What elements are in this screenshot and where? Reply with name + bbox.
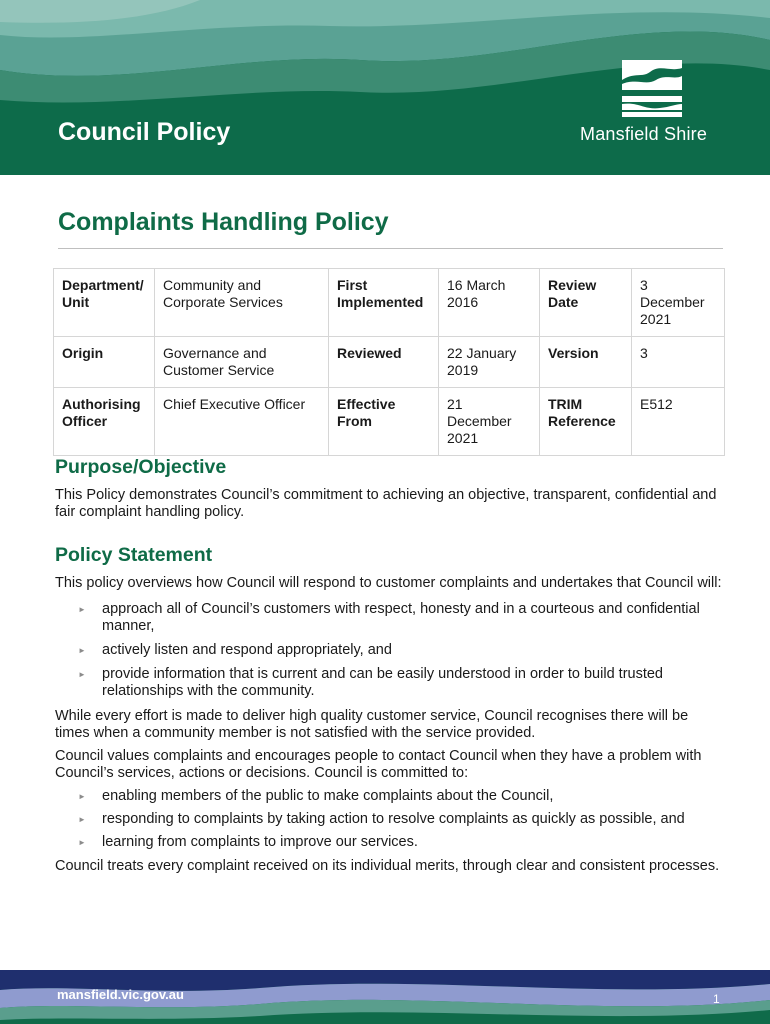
table-value-cell: 22 January 2019 — [439, 337, 540, 388]
table-label-cell: Department/ Unit — [54, 269, 155, 337]
list-item-text: responding to complaints by taking action to resolve complaints as quickly as possible, and — [102, 811, 685, 827]
table-label-cell: First Implemented — [329, 269, 439, 337]
mansfield-shire-logo[interactable] — [580, 58, 730, 148]
table-label-cell: Origin — [54, 337, 155, 388]
complaints-value-paragraph: Council values complaints and encourages people to contact Council when they have a problem with Council’s services, actions or decisions. Council is committed to: — [55, 748, 702, 781]
purpose-text: This Policy demonstrates Council’s commitment to achieving an objective, transparent, confidential and fair complaint handling policy. — [55, 487, 717, 520]
table-label-cell: Reviewed — [329, 337, 439, 388]
list-item — [55, 811, 725, 828]
commitments-list — [55, 601, 725, 700]
service-paragraph: While every effort is made to deliver high quality customer service, Council recognises there will be times when a community member is not satisfied with the service provided. — [55, 708, 689, 741]
table-value-cell: E512 — [632, 388, 725, 456]
purpose-heading: Purpose/Objective — [55, 456, 227, 478]
table-label-cell: Review Date — [540, 269, 632, 337]
table-label-cell: Authorising Officer — [54, 388, 155, 456]
list-item-text: learning from complaints to improve our services. — [102, 834, 418, 850]
table-value-cell: 3 December 2021 — [632, 269, 725, 337]
footer-banner — [0, 970, 770, 1024]
policy-statement-intro: This policy overviews how Council will respond to customer complaints and undertakes that Council will: — [55, 575, 722, 591]
table-label-cell: Version — [540, 337, 632, 388]
mansfield-shire-logo-icon — [620, 58, 684, 120]
logo-wordmark: Mansfield Shire — [580, 124, 708, 144]
header-banner — [0, 0, 770, 175]
table-row — [54, 388, 725, 456]
footer-website-link[interactable]: mansfield.vic.gov.au — [57, 987, 184, 1002]
table-value-cell: 16 March 2016 — [439, 269, 540, 337]
triangle-bullet-icon: ► — [78, 815, 86, 824]
triangle-bullet-icon: ► — [78, 838, 86, 847]
table-label-cell: TRIM Reference — [540, 388, 632, 456]
triangle-bullet-icon: ► — [78, 792, 86, 801]
table-value-cell: Governance and Customer Service — [155, 337, 329, 388]
table-value-cell: 3 — [632, 337, 725, 388]
list-item — [55, 666, 725, 700]
table-value-cell: Community and Corporate Services — [155, 269, 329, 337]
list-item-text: actively listen and respond appropriately, and — [102, 642, 392, 658]
policy-metadata-table — [53, 268, 725, 456]
table-value-cell: 21 December 2021 — [439, 388, 540, 456]
document-title: Complaints Handling Policy — [58, 208, 389, 236]
list-item-text: provide information that is current and can be easily understood in order to build trusted relationships with the community. — [102, 666, 663, 699]
table-value-cell: Chief Executive Officer — [155, 388, 329, 456]
list-item — [55, 788, 725, 805]
header-title: Council Policy — [58, 118, 231, 146]
triangle-bullet-icon: ► — [78, 646, 86, 655]
list-item — [55, 601, 725, 635]
page-number: 1 — [713, 992, 720, 1006]
committed-to-list — [55, 788, 725, 851]
policy-statement-heading: Policy Statement — [55, 544, 213, 566]
table-row — [54, 269, 725, 337]
merits-paragraph: Council treats every complaint received on its individual merits, through clear and consistent processes. — [55, 858, 720, 874]
triangle-bullet-icon: ► — [78, 605, 86, 614]
list-item — [55, 642, 725, 659]
list-item-text: approach all of Council’s customers with respect, honesty and in a courteous and confidential manner, — [102, 601, 700, 634]
list-item-text: enabling members of the public to make complaints about the Council, — [102, 788, 554, 804]
table-row — [54, 337, 725, 388]
title-divider — [58, 248, 723, 249]
list-item — [55, 834, 725, 851]
triangle-bullet-icon: ► — [78, 670, 86, 679]
table-label-cell: Effective From — [329, 388, 439, 456]
policy-body — [55, 455, 725, 876]
